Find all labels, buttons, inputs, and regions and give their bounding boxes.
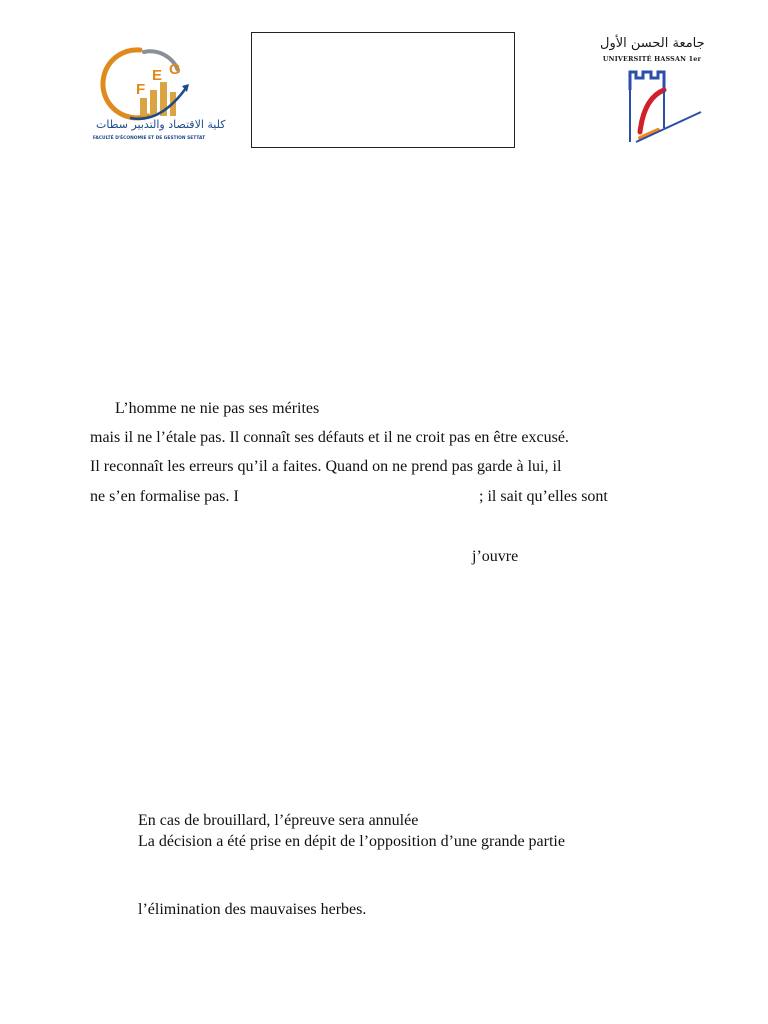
university-name-french: UNIVERSITÉ HASSAN 1er [602,55,702,63]
text-line: ; il sait qu’elles sont [479,488,608,505]
university-name-arabic: جامعة الحسن الأول [600,36,705,51]
text-line: La décision a été prise en dépit de l’opposition d’une grande partie [138,833,565,850]
text-line: mais il ne l’étale pas. Il connaît ses défauts et il ne croit pas en être excusé. [90,429,569,446]
text-line: En cas de brouillard, l’épreuve sera annulée [138,812,419,829]
feg-letter-f: F [136,81,146,98]
feg-letter-e: E [152,67,163,84]
text-line: Il reconnaît les erreurs qu’il a faites. Quand on ne prend pas garde à lui, il [90,458,562,475]
university-hassan-logo [596,32,708,148]
text-line: j’ouvre [472,548,519,565]
feg-caption-arabic: كلية الاقتصاد والتدبير سطات [96,118,226,131]
feg-letter-g: G [169,61,181,78]
text-line: L’homme ne nie pas ses mérites [115,400,320,417]
text-line: l’élimination des mauvaises herbes. [138,901,367,918]
university-emblem-graphic [596,32,708,148]
student-info-box [251,32,515,148]
text-line: ne s’en formalise pas. I [90,488,239,505]
feg-caption-french: FACULTÉ D'ÉCONOMIE ET DE GESTION SETTAT [92,136,206,141]
